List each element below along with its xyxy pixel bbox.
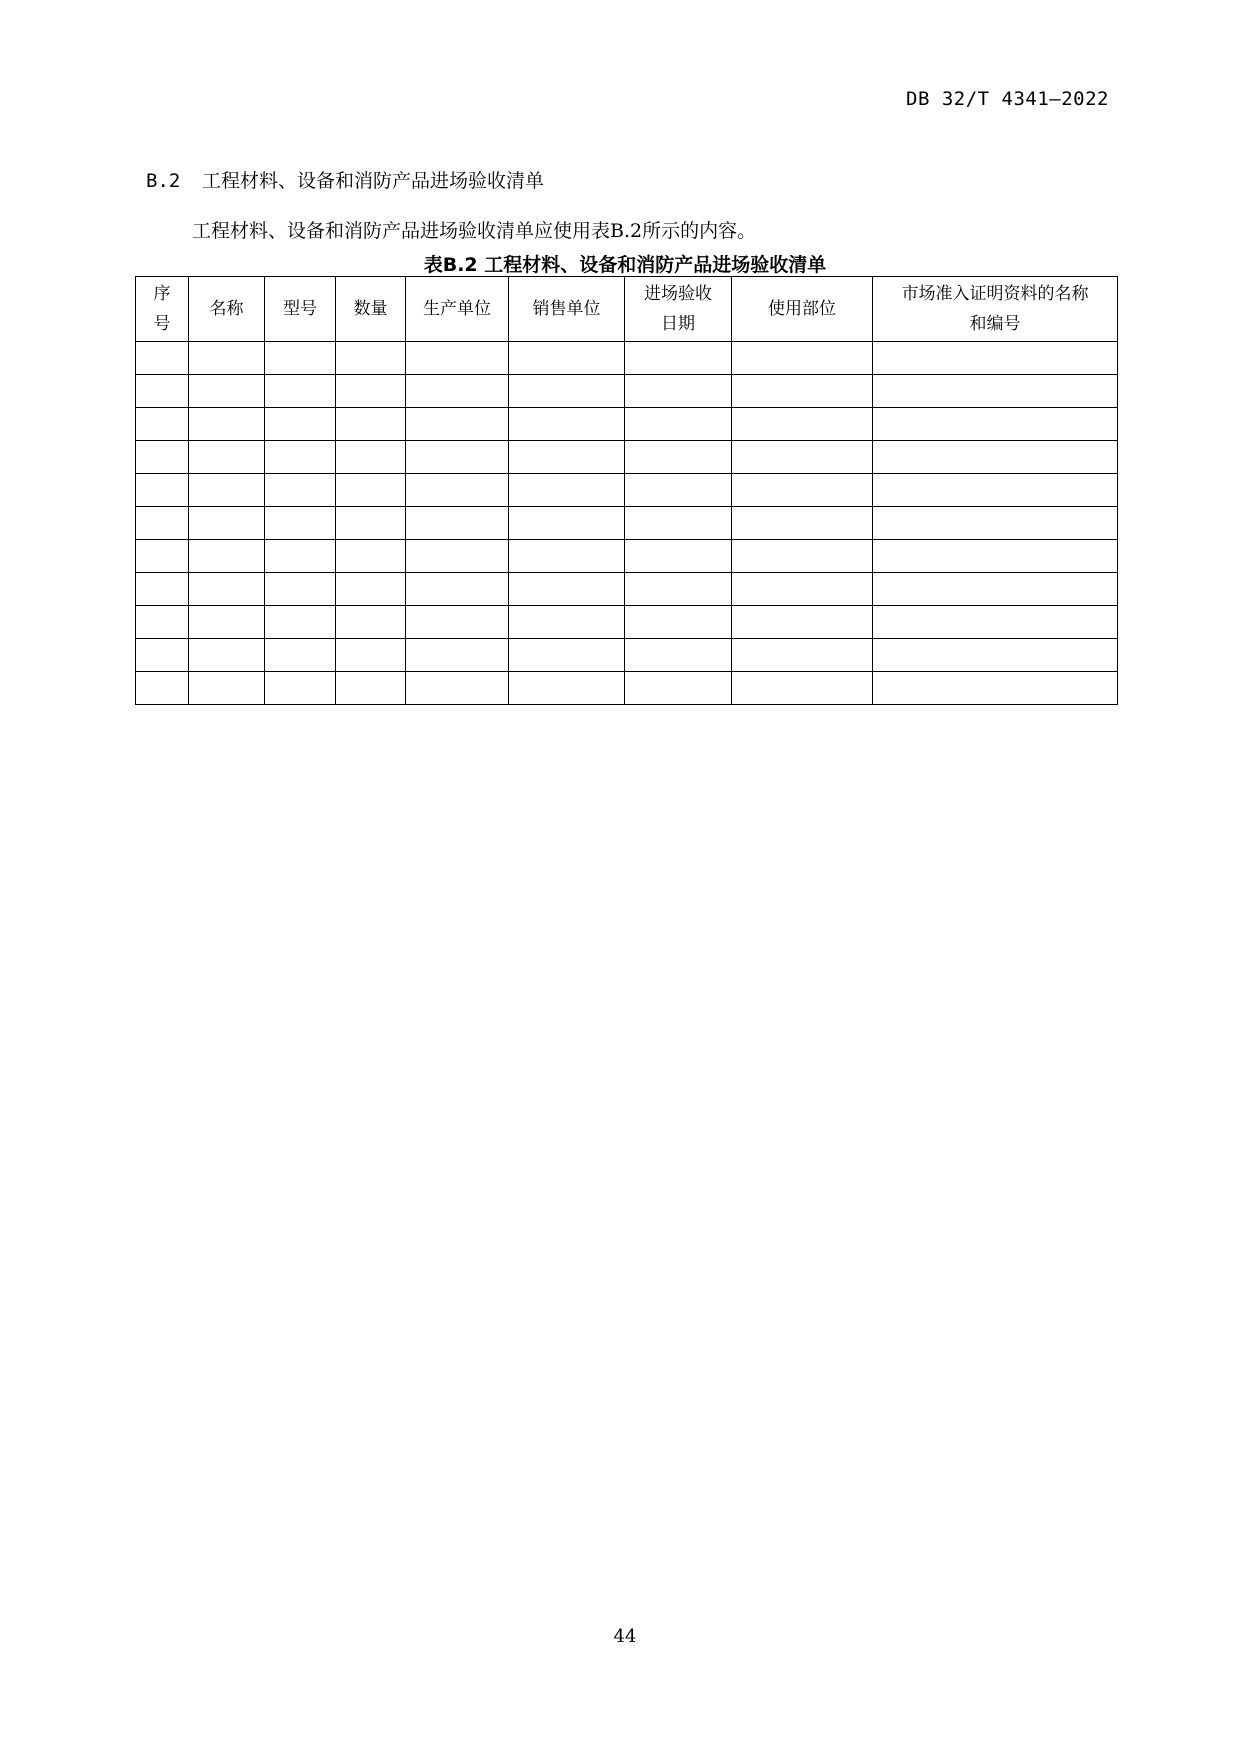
- table-cell[interactable]: [873, 441, 1118, 474]
- table-row: [136, 672, 1118, 705]
- column-header-quantity: 数量: [336, 277, 406, 342]
- table-cell[interactable]: [189, 573, 265, 606]
- column-header-usage-location: 使用部位: [732, 277, 873, 342]
- table-cell[interactable]: [189, 606, 265, 639]
- table-cell[interactable]: [136, 606, 189, 639]
- table-cell[interactable]: [189, 342, 265, 375]
- table-cell[interactable]: [873, 408, 1118, 441]
- intro-paragraph: 工程材料、设备和消防产品进场验收清单应使用表B.2所示的内容。: [192, 220, 757, 242]
- table-cell[interactable]: [406, 672, 509, 705]
- table-cell[interactable]: [732, 375, 873, 408]
- table-cell[interactable]: [265, 606, 336, 639]
- table-cell[interactable]: [625, 375, 732, 408]
- page-number: 44: [613, 1626, 637, 1647]
- table-row: [136, 474, 1118, 507]
- table-cell[interactable]: [406, 573, 509, 606]
- table-cell[interactable]: [873, 342, 1118, 375]
- column-header-name: 名称: [189, 277, 265, 342]
- table-cell[interactable]: [406, 375, 509, 408]
- column-header-serial-number: 序 号: [136, 277, 189, 342]
- table-cell[interactable]: [406, 408, 509, 441]
- table-cell[interactable]: [336, 540, 406, 573]
- table-cell[interactable]: [509, 606, 625, 639]
- table-cell[interactable]: [265, 408, 336, 441]
- column-header-market-access-documents: 市场准入证明资料的名称 和编号: [873, 277, 1118, 342]
- table-cell[interactable]: [265, 573, 336, 606]
- table-cell[interactable]: [136, 672, 189, 705]
- table-cell[interactable]: [336, 474, 406, 507]
- table-cell[interactable]: [509, 639, 625, 672]
- table-cell[interactable]: [873, 474, 1118, 507]
- table-cell[interactable]: [625, 441, 732, 474]
- table-cell[interactable]: [136, 639, 189, 672]
- table-row: [136, 606, 1118, 639]
- table-cell[interactable]: [189, 474, 265, 507]
- table-cell[interactable]: [265, 639, 336, 672]
- table-cell[interactable]: [873, 540, 1118, 573]
- table-cell[interactable]: [509, 342, 625, 375]
- table-cell[interactable]: [625, 573, 732, 606]
- section-number: B.2: [146, 170, 181, 192]
- table-cell[interactable]: [732, 540, 873, 573]
- table-cell[interactable]: [336, 639, 406, 672]
- table-cell[interactable]: [625, 507, 732, 540]
- table-cell[interactable]: [265, 672, 336, 705]
- table-cell[interactable]: [732, 606, 873, 639]
- table-cell[interactable]: [873, 375, 1118, 408]
- table-title: 表B.2 工程材料、设备和消防产品进场验收清单: [423, 254, 827, 276]
- table-cell[interactable]: [406, 474, 509, 507]
- table-row: [136, 342, 1118, 375]
- table-cell[interactable]: [732, 573, 873, 606]
- table-cell[interactable]: [509, 507, 625, 540]
- table-cell[interactable]: [509, 375, 625, 408]
- table-cell[interactable]: [509, 672, 625, 705]
- table-cell[interactable]: [189, 441, 265, 474]
- table-cell[interactable]: [189, 540, 265, 573]
- table-cell[interactable]: [336, 375, 406, 408]
- section-heading: [146, 166, 544, 193]
- table-cell[interactable]: [625, 474, 732, 507]
- table-cell[interactable]: [732, 639, 873, 672]
- table-cell[interactable]: [336, 342, 406, 375]
- table-header-row: [136, 277, 1118, 342]
- table-cell[interactable]: [265, 507, 336, 540]
- table-cell[interactable]: [336, 408, 406, 441]
- table-cell[interactable]: [136, 375, 189, 408]
- table-cell[interactable]: [732, 474, 873, 507]
- acceptance-list-table: [135, 276, 1118, 705]
- column-header-model: 型号: [265, 277, 336, 342]
- table-cell[interactable]: [732, 408, 873, 441]
- column-header-acceptance-date: 进场验收 日期: [625, 277, 732, 342]
- table-cell[interactable]: [189, 408, 265, 441]
- table-cell[interactable]: [136, 408, 189, 441]
- table-body: [136, 342, 1118, 705]
- table-cell[interactable]: [336, 672, 406, 705]
- table-cell[interactable]: [336, 507, 406, 540]
- table-cell[interactable]: [509, 408, 625, 441]
- column-header-seller: 销售单位: [509, 277, 625, 342]
- table-cell[interactable]: [625, 606, 732, 639]
- table-cell[interactable]: [336, 573, 406, 606]
- table-cell[interactable]: [265, 540, 336, 573]
- table-cell[interactable]: [136, 474, 189, 507]
- table-cell[interactable]: [625, 408, 732, 441]
- table-row: [136, 375, 1118, 408]
- table-cell[interactable]: [625, 672, 732, 705]
- table-cell[interactable]: [732, 441, 873, 474]
- table-cell[interactable]: [336, 606, 406, 639]
- table-cell[interactable]: [509, 441, 625, 474]
- table-cell[interactable]: [265, 441, 336, 474]
- table-cell[interactable]: [265, 342, 336, 375]
- table-cell[interactable]: [189, 672, 265, 705]
- table-cell[interactable]: [265, 375, 336, 408]
- table-cell[interactable]: [873, 639, 1118, 672]
- table-cell[interactable]: [265, 474, 336, 507]
- table-cell[interactable]: [136, 441, 189, 474]
- table-row: [136, 540, 1118, 573]
- table-cell[interactable]: [625, 639, 732, 672]
- table-cell[interactable]: [732, 507, 873, 540]
- table-cell[interactable]: [336, 441, 406, 474]
- table-row: [136, 408, 1118, 441]
- table-cell[interactable]: [189, 639, 265, 672]
- table-cell[interactable]: [873, 573, 1118, 606]
- table-cell[interactable]: [732, 342, 873, 375]
- table-cell[interactable]: [136, 573, 189, 606]
- table-cell[interactable]: [406, 606, 509, 639]
- table-cell[interactable]: [873, 606, 1118, 639]
- table-cell[interactable]: [509, 540, 625, 573]
- column-header-manufacturer: 生产单位: [406, 277, 509, 342]
- table-row: [136, 441, 1118, 474]
- section-title: 工程材料、设备和消防产品进场验收清单: [202, 170, 545, 192]
- table-cell[interactable]: [406, 441, 509, 474]
- table-cell[interactable]: [189, 375, 265, 408]
- table-cell[interactable]: [406, 507, 509, 540]
- table-cell[interactable]: [509, 573, 625, 606]
- table-row: [136, 573, 1118, 606]
- table-cell[interactable]: [136, 507, 189, 540]
- table-cell[interactable]: [406, 342, 509, 375]
- table-cell[interactable]: [625, 342, 732, 375]
- table-cell[interactable]: [136, 540, 189, 573]
- table-row: [136, 639, 1118, 672]
- table-cell[interactable]: [625, 540, 732, 573]
- table-cell[interactable]: [732, 672, 873, 705]
- table-cell[interactable]: [873, 672, 1118, 705]
- table-cell[interactable]: [509, 474, 625, 507]
- table-cell[interactable]: [136, 342, 189, 375]
- table-cell[interactable]: [406, 540, 509, 573]
- table-cell[interactable]: [406, 639, 509, 672]
- table-row: [136, 507, 1118, 540]
- standard-code: DB 32/T 4341—2022: [906, 88, 1109, 110]
- table-cell[interactable]: [189, 507, 265, 540]
- table-cell[interactable]: [873, 507, 1118, 540]
